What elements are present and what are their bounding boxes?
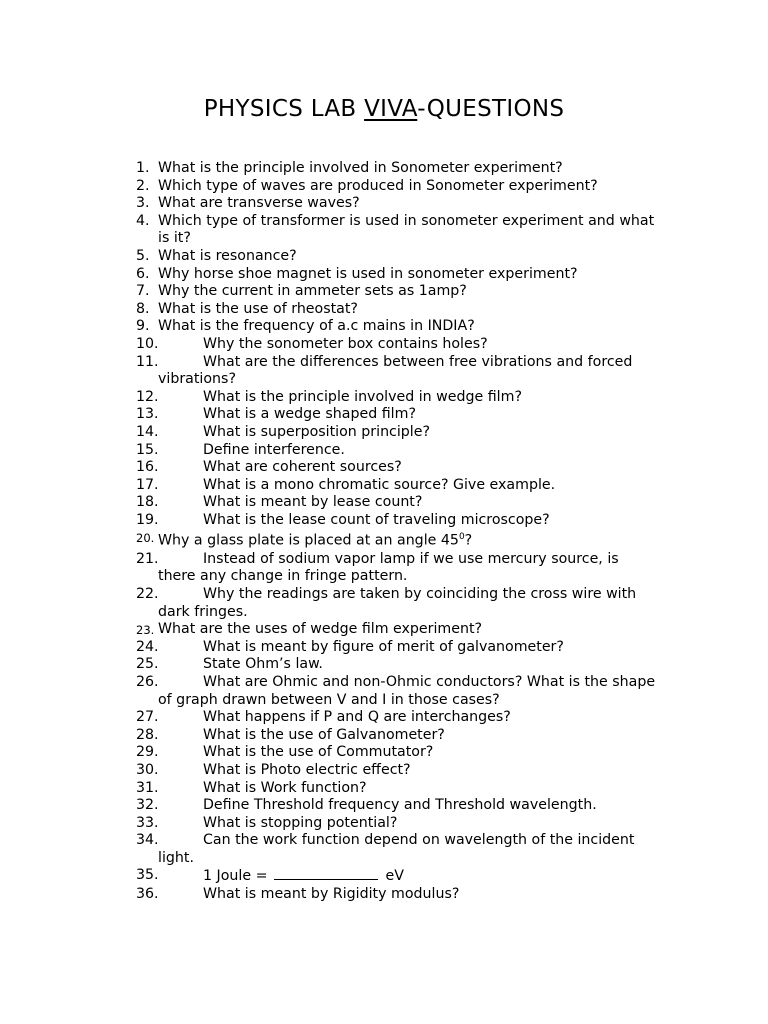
degree-superscript: 0 (458, 532, 465, 543)
question-item (0, 354, 768, 389)
question-item (0, 512, 768, 530)
question-number: 14. (136, 423, 159, 440)
page-title (0, 94, 768, 124)
question-number: 22. (136, 585, 159, 602)
question-item (0, 639, 768, 657)
question-text: Instead of sodium vapor lamp if we use mercury source, is there any change in fringe pattern. (158, 550, 624, 585)
question-text: What is the use of rheostat? (158, 300, 358, 317)
question-text: What are the differences between free vibrations and forced vibrations? (158, 353, 637, 388)
question-text: Can the work function depend on wavelength of the incident light. (158, 832, 639, 866)
question-item (0, 780, 768, 798)
question-text: What is stopping potential? (203, 814, 398, 831)
question-number: 3. (136, 195, 150, 212)
question-text: Define interference. (203, 441, 345, 458)
title-suffix: -QUESTIONS (417, 96, 565, 122)
question-item (0, 551, 768, 586)
question-text: State Ohm’s law. (203, 656, 323, 673)
question-text: What is the frequency of a.c mains in INDIA? (158, 318, 475, 335)
question-item (0, 442, 768, 460)
question-number: 29. (136, 744, 159, 761)
question-number: 1. (136, 160, 150, 176)
question-item (0, 621, 768, 639)
question-text: Why the readings are taken by coinciding the cross wire with dark fringes. (158, 585, 641, 620)
question-item (0, 178, 768, 196)
question-text: What happens if P and Q are interchanges? (203, 709, 511, 726)
question-number: 8. (136, 300, 150, 317)
question-number: 21. (136, 550, 159, 567)
question-number: 17. (136, 476, 159, 493)
question-text: What are coherent sources? (203, 459, 402, 476)
question-text: What is a wedge shaped film? (203, 406, 416, 423)
question-text: What is the use of Galvanometer? (203, 726, 445, 743)
question-item (0, 744, 768, 762)
question-item (0, 301, 768, 319)
question-item (0, 494, 768, 512)
question-item (0, 336, 768, 354)
question-text: What is superposition principle? (203, 423, 431, 440)
question-text: What is meant by Rigidity modulus? (203, 886, 460, 903)
question-item (0, 389, 768, 407)
question-text: What is the lease count of traveling microscope? (203, 511, 550, 528)
question-item (0, 195, 768, 213)
question-number: 4. (136, 212, 150, 229)
question-item (0, 867, 768, 886)
question-item (0, 406, 768, 424)
question-number: 24. (136, 638, 159, 655)
question-item (0, 727, 768, 745)
question-number: 32. (136, 797, 159, 814)
question-text: What are transverse waves? (158, 195, 360, 212)
question-number: 5. (136, 247, 150, 264)
question-item (0, 815, 768, 833)
question-item (0, 248, 768, 266)
question-text-main: Why a glass plate is placed at an angle 45 (158, 533, 459, 550)
question-number: 6. (136, 265, 150, 282)
question-text: What is Work function? (203, 779, 367, 796)
question-text: What is resonance? (158, 247, 297, 264)
question-number: 27. (136, 709, 159, 726)
question-item (0, 762, 768, 780)
question-text: What is the principle involved in wedge film? (203, 388, 522, 405)
question-text-main: 1 Joule = (203, 868, 272, 885)
question-number: 10. (136, 335, 159, 352)
question-text: Which type of waves are produced in Sonometer experiment? (158, 177, 598, 194)
question-text: What is Photo electric effect? (203, 761, 411, 778)
question-text: Why the sonometer box contains holes? (203, 335, 488, 352)
question-item (0, 832, 768, 867)
question-number: 30. (136, 761, 159, 778)
question-number: 33. (136, 814, 159, 831)
question-text: What are Ohmic and non-Ohmic conductors? What is the shape of graph drawn between V and I in those cases? (158, 673, 660, 708)
question-number: 18. (136, 494, 159, 511)
question-text: What is a mono chromatic source? Give example. (203, 476, 556, 493)
questions-list (0, 160, 768, 904)
question-item (0, 213, 768, 248)
question-item (0, 586, 768, 621)
question-item (0, 318, 768, 336)
question-text: Which type of transformer is used in sonometer experiment and what is it? (158, 212, 659, 247)
question-item (0, 477, 768, 495)
fill-in-blank (274, 867, 378, 880)
question-text: Why the current in ammeter sets as 1amp? (158, 283, 467, 300)
question-text: What is meant by figure of merit of galvanometer? (203, 638, 564, 655)
question-number: 7. (136, 283, 150, 300)
title-prefix: PHYSICS LAB (203, 96, 365, 122)
question-number: 16. (136, 459, 159, 476)
question-number: 26. (136, 673, 159, 690)
question-text: What are the uses of wedge film experiment? (158, 621, 483, 638)
question-number: 13. (136, 406, 159, 423)
question-text: Why horse shoe magnet is used in sonometer experiment? (158, 265, 578, 282)
question-item (0, 160, 768, 178)
question-number: 31. (136, 779, 159, 796)
question-text: What is meant by lease count? (203, 494, 423, 511)
question-number: 12. (136, 388, 159, 405)
title-viva: VIVA (364, 96, 418, 122)
question-number: 9. (136, 318, 150, 335)
question-number: 11. (136, 353, 159, 370)
question-item (0, 424, 768, 442)
question-item (0, 674, 768, 709)
question-number: 19. (136, 511, 159, 528)
question-text: What is the principle involved in Sonometer experiment? (158, 160, 563, 176)
question-number: 20. (136, 531, 155, 546)
question-number: 36. (136, 886, 159, 903)
question-number: 35. (136, 867, 159, 884)
question-text: Define Threshold frequency and Threshold wavelength. (203, 797, 597, 814)
question-item (0, 886, 768, 904)
question-number: 25. (136, 656, 159, 673)
question-text-after: eV (380, 868, 404, 885)
question-text-after: ? (464, 533, 473, 550)
question-item (0, 797, 768, 815)
question-item (0, 529, 768, 550)
question-item (0, 709, 768, 727)
question-item (0, 283, 768, 301)
question-number: 28. (136, 726, 159, 743)
question-number: 2. (136, 177, 150, 194)
question-text (158, 529, 658, 550)
question-text: What is the use of Commutator? (203, 744, 434, 761)
question-item (0, 266, 768, 284)
question-text (158, 867, 658, 886)
question-number: 15. (136, 441, 159, 458)
question-item (0, 459, 768, 477)
question-number: 23. (136, 623, 155, 638)
question-number: 34. (136, 832, 159, 849)
question-item (0, 656, 768, 674)
